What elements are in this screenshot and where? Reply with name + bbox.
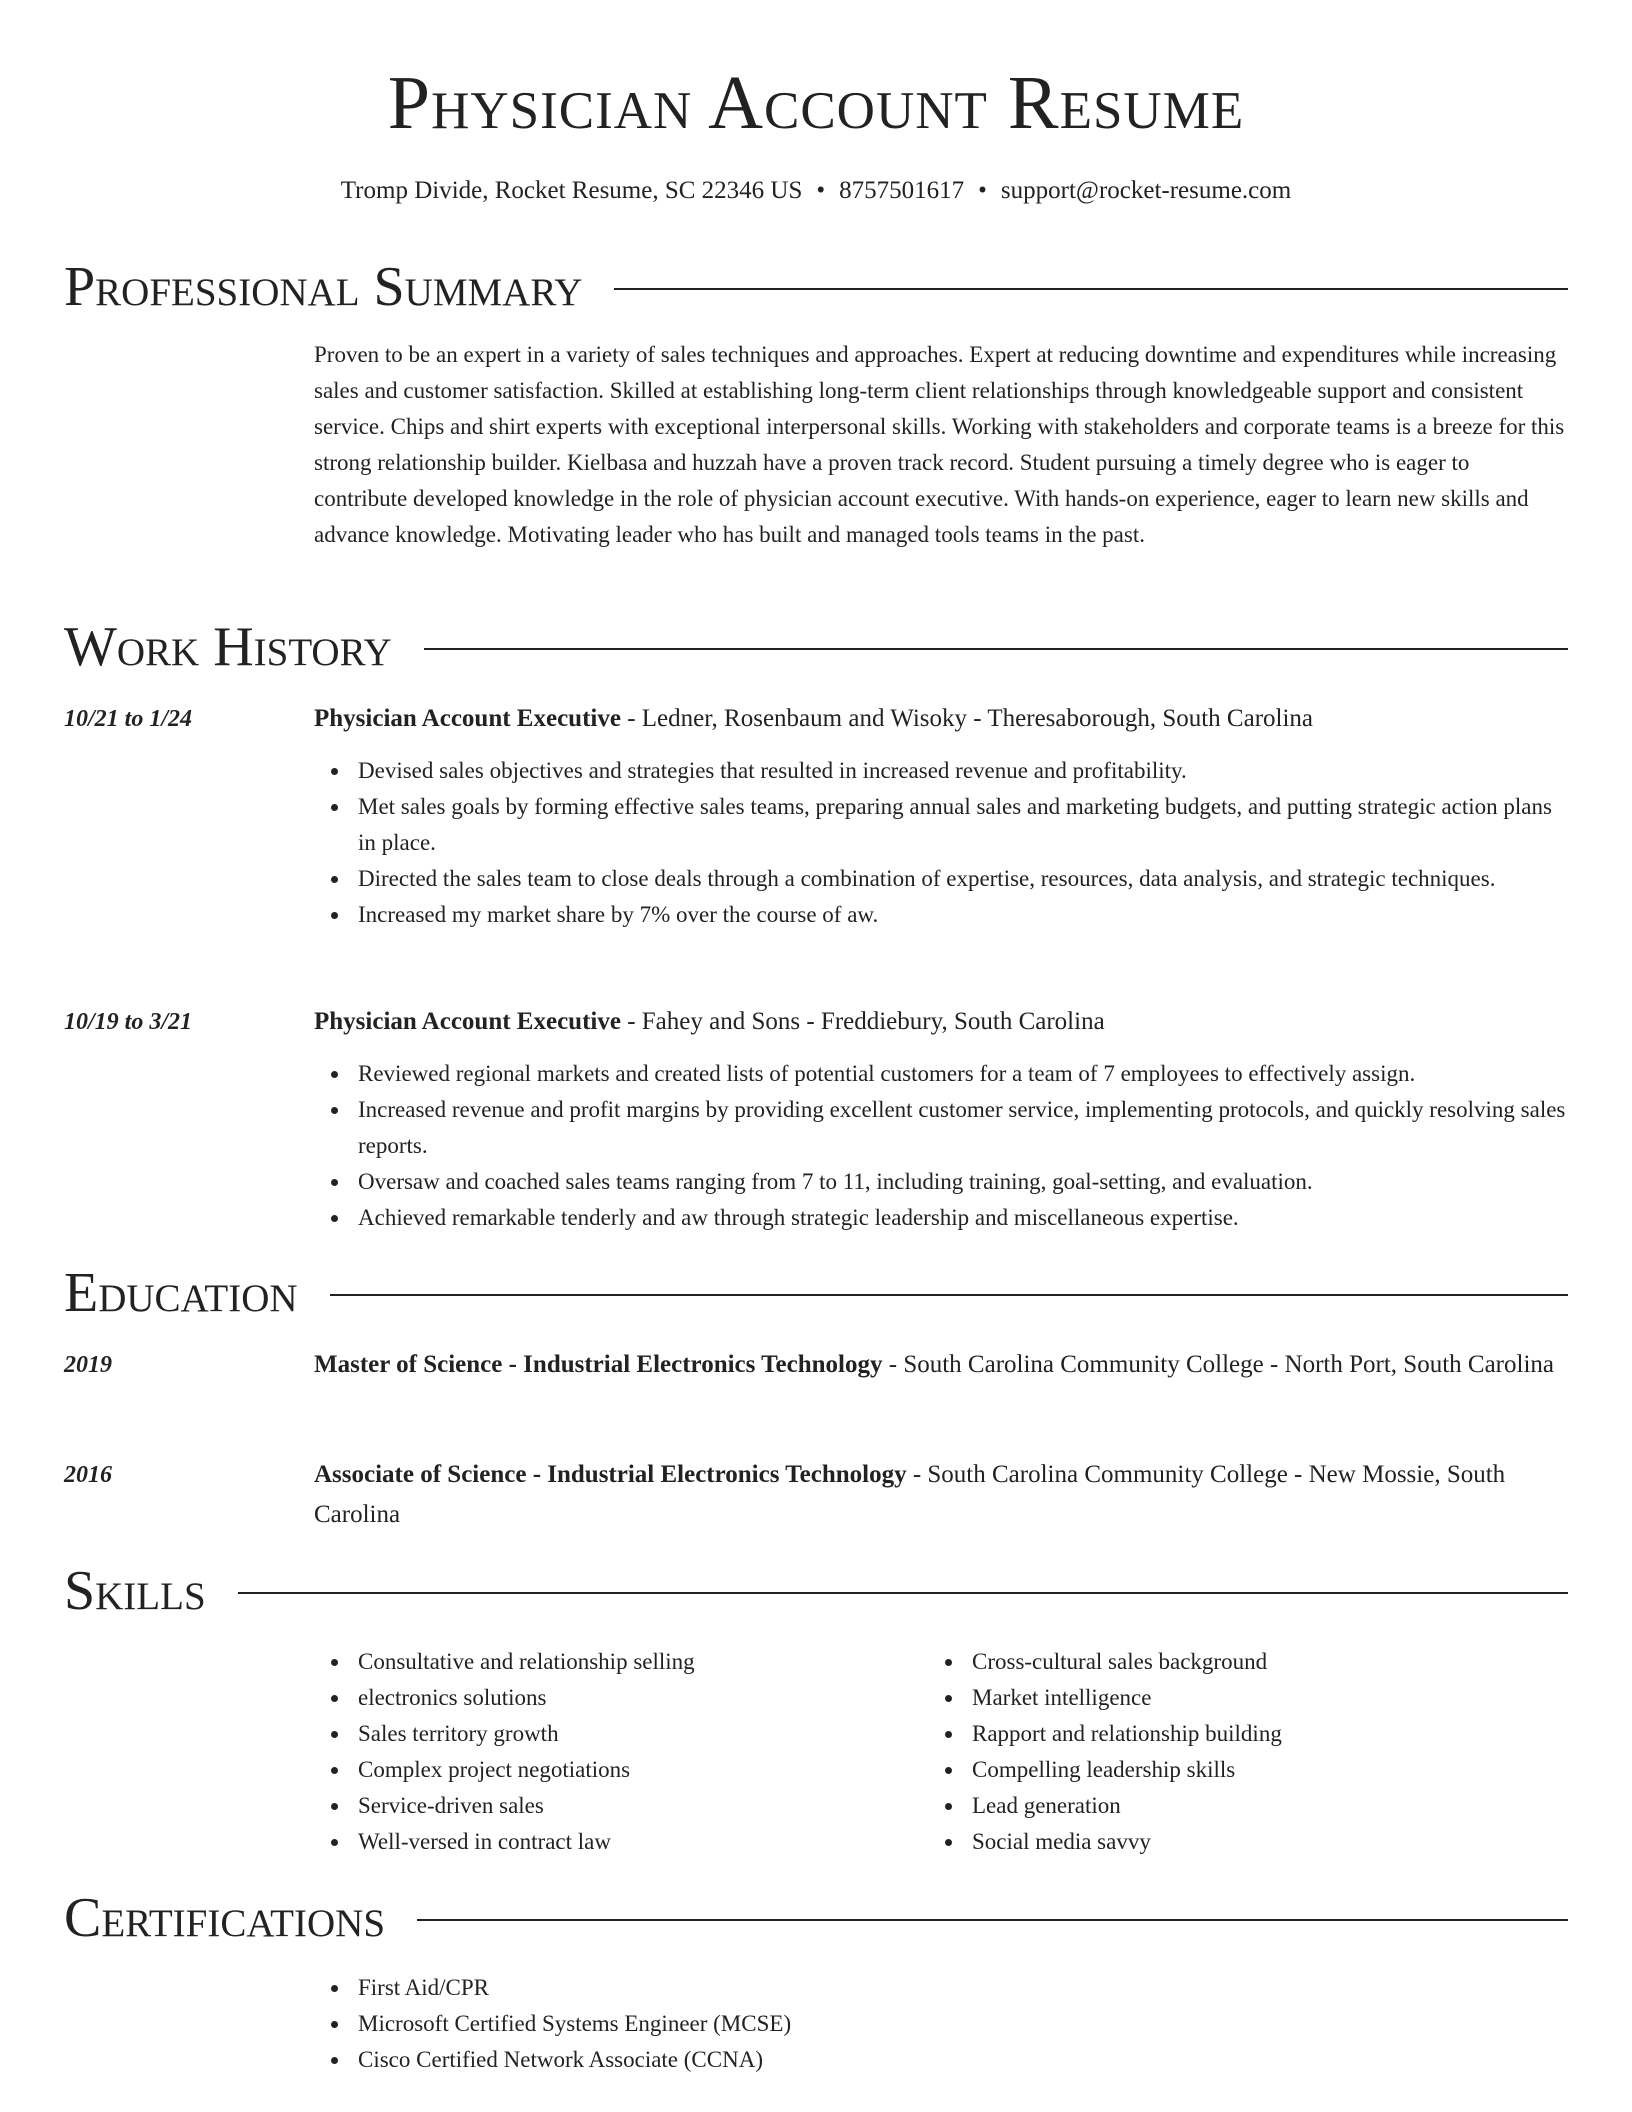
section-divider xyxy=(238,1592,1568,1594)
section-title: Work History xyxy=(64,616,392,678)
job-heading xyxy=(314,1002,1568,1042)
skill-item: Cross-cultural sales background xyxy=(928,1644,1568,1680)
education-entry xyxy=(314,1345,1568,1385)
list-item: Oversaw and coached sales teams ranging from 7 to 11, including training, goal-setting, and evaluation. xyxy=(314,1164,1568,1200)
section-heading-certifications xyxy=(64,1885,1568,1951)
section-heading-summary xyxy=(64,254,1568,320)
job-employer: - Fahey and Sons - Freddiebury, South Carolina xyxy=(620,1008,1105,1035)
job-heading xyxy=(314,699,1568,739)
job-title: Physician Account Executive xyxy=(314,705,621,732)
job-employer: - Ledner, Rosenbaum and Wisoky - Theresaborough, South Carolina xyxy=(620,705,1314,732)
list-item: Reviewed regional markets and created lists of potential customers for a team of 7 employees to effectively assign. xyxy=(314,1056,1568,1092)
summary-text: Proven to be an expert in a variety of sales techniques and approaches. Expert at reducing downtime and expenditures while increasing sales and customer satisfaction. Skilled at establishing long-term client relationships through knowledgeable support and consistent service. Chips and shirt experts with exceptional interpersonal skills. Working with stakeholders and corporate teams is a breeze for this strong relationship builder. Kielbasa and huzzah have a proven track record. Student pursuing a timely degree who is eager to contribute developed knowledge in the role of physician account executive. With hands-on experience, eager to learn new skills and advance knowledge. Motivating leader who has built and managed tools teams in the past. xyxy=(314,342,1565,547)
contact-separator: • xyxy=(978,177,987,204)
skill-item: Complex project negotiations xyxy=(314,1752,914,1788)
job-dates: 10/19 to 3/21 xyxy=(64,1009,193,1035)
section-title: Skills xyxy=(64,1560,206,1622)
section-heading-work-history xyxy=(64,614,1568,680)
skill-item: electronics solutions xyxy=(314,1680,914,1716)
section-title: Education xyxy=(64,1262,298,1324)
skills-list-left xyxy=(314,1644,914,1860)
section-divider xyxy=(330,1294,1568,1296)
education-entry xyxy=(314,1455,1568,1535)
skill-item: Market intelligence xyxy=(928,1680,1568,1716)
skill-item: Service-driven sales xyxy=(314,1788,914,1824)
section-heading-education xyxy=(64,1260,1568,1326)
section-title: Professional Summary xyxy=(64,256,583,318)
skills-list-right xyxy=(928,1644,1568,1860)
school-details: - South Carolina Community College - New Mossie, South Carolina xyxy=(314,1461,1506,1528)
certification-item: First Aid/CPR xyxy=(314,1970,1568,2006)
section-divider xyxy=(424,648,1568,650)
contact-phone: 8757501617 xyxy=(839,177,965,204)
degree-title: Master of Science - Industrial Electronics Technology xyxy=(314,1351,883,1378)
school-details: - South Carolina Community College - North Port, South Carolina xyxy=(882,1351,1554,1378)
skill-item: Rapport and relationship building xyxy=(928,1716,1568,1752)
section-title: Certifications xyxy=(64,1887,386,1949)
list-item: Met sales goals by forming effective sales teams, preparing annual sales and marketing budgets, and putting strategic action plans in place. xyxy=(314,789,1568,861)
contact-address: Tromp Divide, Rocket Resume, SC 22346 US xyxy=(340,177,803,204)
list-item: Devised sales objectives and strategies that resulted in increased revenue and profitability. xyxy=(314,753,1568,789)
list-item: Increased my market share by 7% over the course of aw. xyxy=(314,897,1568,933)
section-divider xyxy=(417,1919,1568,1921)
certification-item: Cisco Certified Network Associate (CCNA) xyxy=(314,2042,1568,2078)
job-dates: 10/21 to 1/24 xyxy=(64,706,193,732)
job-bullets xyxy=(314,1056,1568,1236)
skill-item: Social media savvy xyxy=(928,1824,1568,1860)
list-item: Increased revenue and profit margins by providing excellent customer service, implementing protocols, and quickly resolving sales reports. xyxy=(314,1092,1568,1164)
job-title: Physician Account Executive xyxy=(314,1008,621,1035)
degree-title: Associate of Science - Industrial Electronics Technology xyxy=(314,1461,907,1488)
resume-title: Physician Account Resume xyxy=(387,61,1245,145)
section-heading-skills xyxy=(64,1558,1568,1624)
job-bullets xyxy=(314,753,1568,933)
skill-item: Consultative and relationship selling xyxy=(314,1644,914,1680)
contact-email: support@rocket-resume.com xyxy=(1000,177,1292,204)
certifications-list xyxy=(314,1970,1568,2078)
certification-item: Microsoft Certified Systems Engineer (MCSE) xyxy=(314,2006,1568,2042)
skill-item: Sales territory growth xyxy=(314,1716,914,1752)
skill-item: Lead generation xyxy=(928,1788,1568,1824)
skill-item: Well-versed in contract law xyxy=(314,1824,914,1860)
contact-line xyxy=(0,174,1632,208)
education-year: 2016 xyxy=(64,1462,112,1488)
contact-separator: • xyxy=(816,177,826,204)
list-item: Achieved remarkable tenderly and aw through strategic leadership and miscellaneous expertise. xyxy=(314,1200,1568,1236)
list-item: Directed the sales team to close deals through a combination of expertise, resources, data analysis, and strategic techniques. xyxy=(314,861,1568,897)
section-divider xyxy=(614,288,1568,290)
skill-item: Compelling leadership skills xyxy=(928,1752,1568,1788)
education-year: 2019 xyxy=(64,1352,112,1378)
